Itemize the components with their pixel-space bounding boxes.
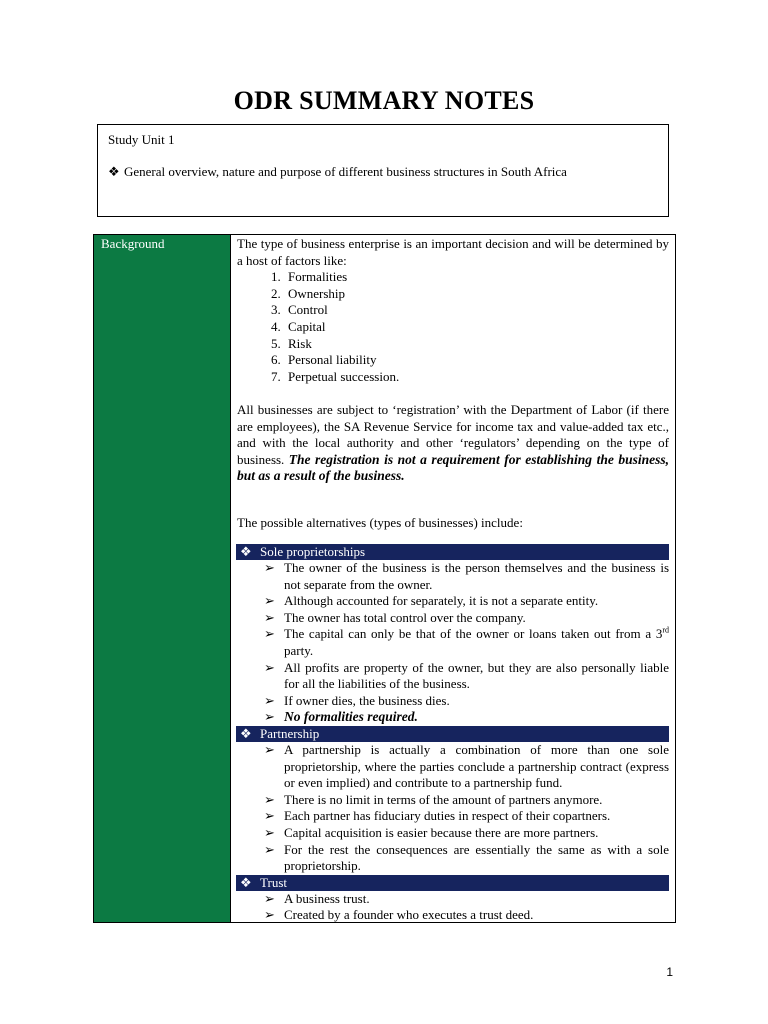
list-item-text: If owner dies, the business dies. bbox=[284, 692, 450, 708]
list-item bbox=[264, 693, 669, 710]
list-item-text: party. bbox=[284, 643, 314, 659]
arrow-bullet-icon: ➢ bbox=[264, 709, 275, 725]
arrow-bullet-icon: ➢ bbox=[264, 808, 275, 824]
diamond-bullet-icon: ❖ bbox=[240, 726, 252, 742]
list-item bbox=[264, 660, 669, 693]
list-item bbox=[264, 825, 669, 842]
list-item bbox=[264, 610, 669, 627]
list-item-text: The owner has total control over the company. bbox=[284, 609, 526, 625]
section-heading-text: Partnership bbox=[260, 726, 320, 742]
sole-proprietorship-points bbox=[237, 560, 669, 726]
list-item-text: The capital can only be that of the owner or loans taken out from a 3 bbox=[284, 626, 663, 642]
arrow-bullet-icon: ➢ bbox=[264, 841, 275, 857]
list-item bbox=[264, 842, 669, 875]
list-item bbox=[264, 907, 669, 924]
list-item-text: For the rest the consequences are essentially the same as with a sole proprietorship. bbox=[284, 841, 669, 874]
list-item-text: A partnership is actually a combination of more than one sole proprietorship, where the parties conclude a partnership contract (express or even implied) and contribute to a partnership fund. bbox=[284, 742, 669, 791]
partnership-points bbox=[237, 742, 669, 875]
list-item: 3. Control bbox=[284, 302, 669, 319]
list-item-text: There is no limit in terms of the amount of partners anymore. bbox=[284, 791, 603, 807]
diamond-bullet-icon: ❖ bbox=[240, 874, 252, 890]
list-item bbox=[264, 891, 669, 908]
list-item-emphasis: No formalities required. bbox=[284, 709, 418, 725]
background-label-cell bbox=[94, 235, 231, 922]
background-table bbox=[93, 234, 676, 923]
arrow-bullet-icon: ➢ bbox=[264, 560, 275, 576]
list-item bbox=[264, 626, 669, 659]
study-unit-box bbox=[97, 124, 669, 217]
list-item bbox=[264, 808, 669, 825]
background-label: Background bbox=[101, 236, 165, 251]
arrow-bullet-icon: ➢ bbox=[264, 825, 275, 840]
section-heading-text: Trust bbox=[260, 874, 287, 890]
list-item-text: A business trust. bbox=[284, 890, 370, 906]
list-item-text: All profits are property of the owner, but they are also personally liable for all the liabilities of the business. bbox=[284, 659, 669, 692]
list-item-text: Each partner has fiduciary duties in respect of their copartners. bbox=[284, 808, 611, 824]
trust-points bbox=[237, 891, 669, 924]
study-unit-label: Study Unit 1 bbox=[108, 132, 175, 147]
page-number: 1 bbox=[666, 965, 673, 979]
arrow-bullet-icon: ➢ bbox=[264, 791, 275, 807]
section-heading-partnership bbox=[236, 726, 669, 742]
section-heading-trust bbox=[236, 875, 669, 891]
list-item bbox=[264, 709, 669, 726]
section-heading-text: Sole proprietorships bbox=[260, 544, 366, 560]
list-item: 4. Capital bbox=[284, 319, 669, 336]
list-item bbox=[264, 560, 669, 593]
list-item: 2. Ownership bbox=[284, 286, 669, 303]
list-item-text: Although accounted for separately, it is not a separate entity. bbox=[284, 593, 599, 609]
diamond-bullet-icon: ❖ bbox=[240, 544, 252, 560]
arrow-bullet-icon: ➢ bbox=[264, 659, 275, 675]
registration-emphasis: The registration is not a requirement for establishing the business, but as a result of the business. bbox=[237, 451, 669, 484]
list-item: 7. Perpetual succession. bbox=[284, 369, 669, 386]
arrow-bullet-icon: ➢ bbox=[264, 609, 275, 625]
list-item-text: The owner of the business is the person themselves and the business is not separate from the owner. bbox=[284, 560, 669, 592]
registration-paragraph bbox=[237, 402, 669, 485]
diamond-bullet-icon: ❖ bbox=[108, 164, 120, 179]
intro-paragraph: The type of business enterprise is an important decision and will be determined by a host of factors like: bbox=[237, 236, 669, 268]
factors-list bbox=[237, 269, 669, 385]
study-topic bbox=[108, 164, 567, 180]
list-item-text: Created by a founder who executes a trust deed. bbox=[284, 907, 534, 923]
ordinal-suffix: rd bbox=[662, 626, 669, 636]
arrow-bullet-icon: ➢ bbox=[264, 907, 275, 923]
list-item: 5. Risk bbox=[284, 336, 669, 353]
alternatives-intro: The possible alternatives (types of businesses) include: bbox=[237, 514, 523, 530]
arrow-bullet-icon: ➢ bbox=[264, 692, 275, 708]
study-topic-text: General overview, nature and purpose of different business structures in South Africa bbox=[124, 164, 567, 179]
arrow-bullet-icon: ➢ bbox=[264, 890, 275, 906]
list-item: 1. Formalities bbox=[284, 269, 669, 286]
section-heading-sole-proprietorships bbox=[236, 544, 669, 560]
background-content-cell bbox=[237, 236, 669, 924]
list-item bbox=[264, 742, 669, 792]
arrow-bullet-icon: ➢ bbox=[264, 626, 275, 642]
registration-text: All businesses are subject to ‘registration’ with the Department of Labor (if there are employees), the SA Revenue Service for income tax and value-added tax etc., and with the local authority and other ‘regulators’ depending on the type of business. bbox=[237, 401, 669, 467]
list-item: 6. Personal liability bbox=[284, 352, 669, 369]
arrow-bullet-icon: ➢ bbox=[264, 593, 275, 609]
document-title: ODR SUMMARY NOTES bbox=[233, 86, 535, 115]
list-item bbox=[264, 792, 669, 809]
arrow-bullet-icon: ➢ bbox=[264, 742, 275, 758]
list-item bbox=[264, 593, 669, 610]
list-item-text: Capital acquisition is easier because there are more partners. bbox=[284, 825, 599, 840]
